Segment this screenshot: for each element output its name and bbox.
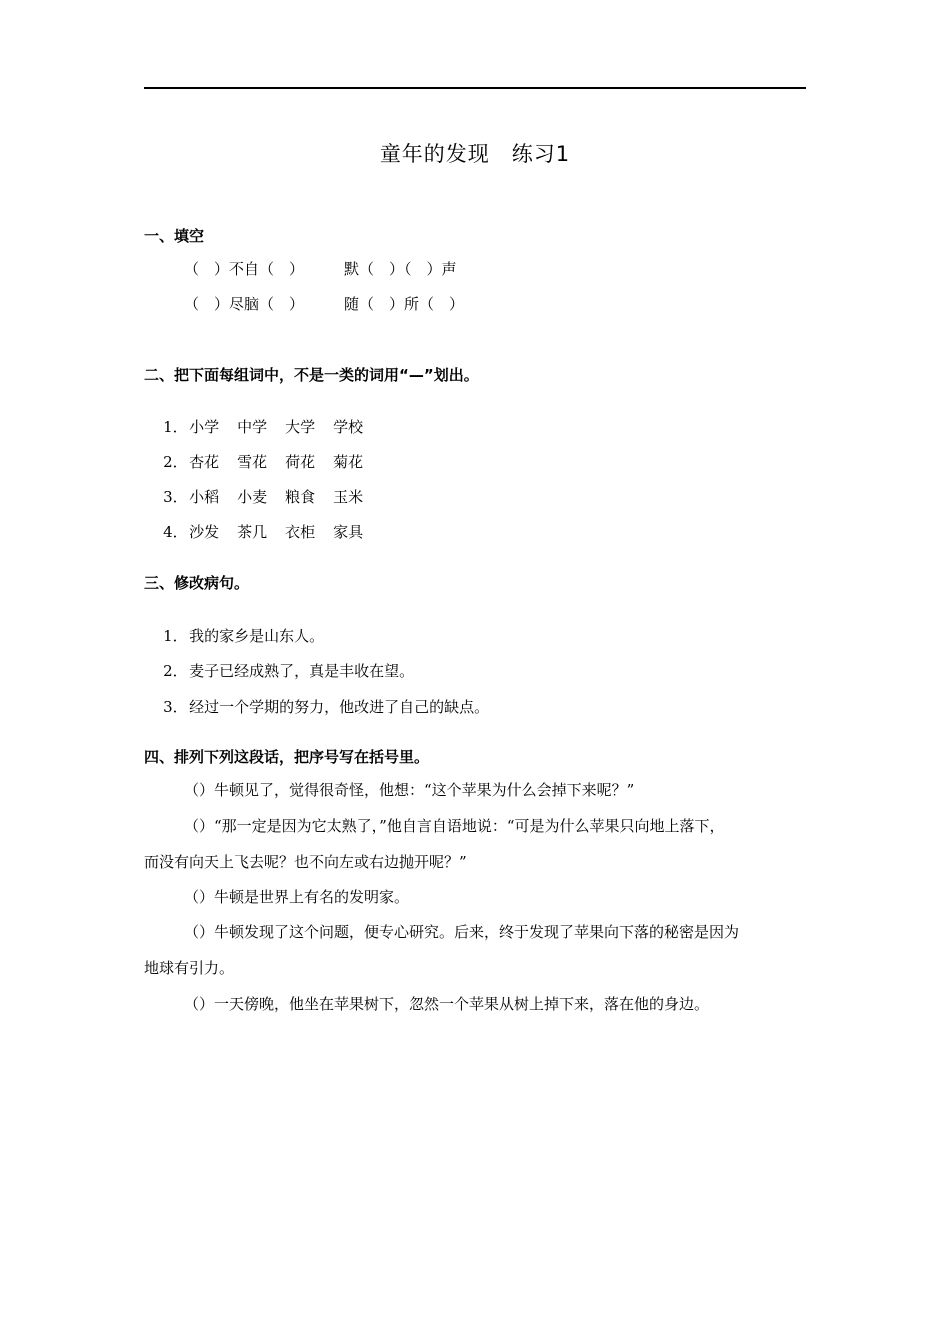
word: 玉米 [333,488,364,506]
ordering-paragraph: （）一天傍晚，他坐在苹果树下，忽然一个苹果从树上掉下来，落在他的身边。 [184,995,710,1013]
word: 茶几 [237,523,268,541]
ordering-paragraph: （）牛顿见了，觉得很奇怪，他想：“这个苹果为什么会掉下来呢？” [184,781,635,799]
item-number: 1． [163,418,188,436]
item-number: 2． [163,662,188,680]
word: 衣柜 [285,523,316,541]
fill-blank-item: 随（ ）所（ ） [344,295,465,313]
word: 荷花 [285,453,316,471]
sentence-text: 经过一个学期的努力，他改进了自己的缺点。 [189,698,490,716]
word: 中学 [237,418,268,436]
fill-blank-item: 默（ ）（ ）声 [344,260,457,278]
word: 大学 [285,418,316,436]
word-group [144,502,381,562]
item-number: 1． [163,627,188,645]
sentence-item [144,677,489,737]
word: 小学 [189,418,220,436]
item-number: 4． [163,523,188,541]
section-4-heading: 四、排列下列这段话，把序号写在括号里。 [144,748,430,766]
fill-blank-item: （ ）不自（ ） [184,260,305,278]
section-1-heading: 一、填空 [144,227,205,245]
word: 小稻 [189,488,220,506]
ordering-paragraph: （）“那一定是因为它太熟了，”他自言自语地说：“可是为什么苹果只向地上落下， [184,817,725,835]
sentence-text: 我的家乡是山东人。 [189,627,325,645]
ordering-paragraph-continuation: 而没有向天上飞去呢？也不向左或右边抛开呢？” [144,853,467,871]
ordering-paragraph-continuation: 地球有引力。 [144,959,235,977]
word: 小麦 [237,488,268,506]
ordering-paragraph: （）牛顿是世界上有名的发明家。 [184,888,410,906]
item-number: 2． [163,453,188,471]
section-3-heading: 三、修改病句。 [144,574,250,592]
sentence-text: 麦子已经成熟了，真是丰收在望。 [189,662,415,680]
ordering-paragraph: （）牛顿发现了这个问题，便专心研究。后来，终于发现了苹果向下落的秘密是因为 [184,923,740,941]
word: 家具 [333,523,364,541]
page-title: 童年的发现 练习1 [379,142,571,166]
item-number: 3． [163,488,188,506]
word: 菊花 [333,453,364,471]
word: 学校 [333,418,364,436]
word: 粮食 [285,488,316,506]
word: 雪花 [237,453,268,471]
item-number: 3． [163,698,188,716]
header-rule [144,87,806,89]
word: 沙发 [189,523,220,541]
fill-blank-item: （ ）尽脑（ ） [184,295,305,313]
section-2-heading: 二、把下面每组词中，不是一类的词用“—”划出。 [144,366,479,384]
word: 杏花 [189,453,220,471]
